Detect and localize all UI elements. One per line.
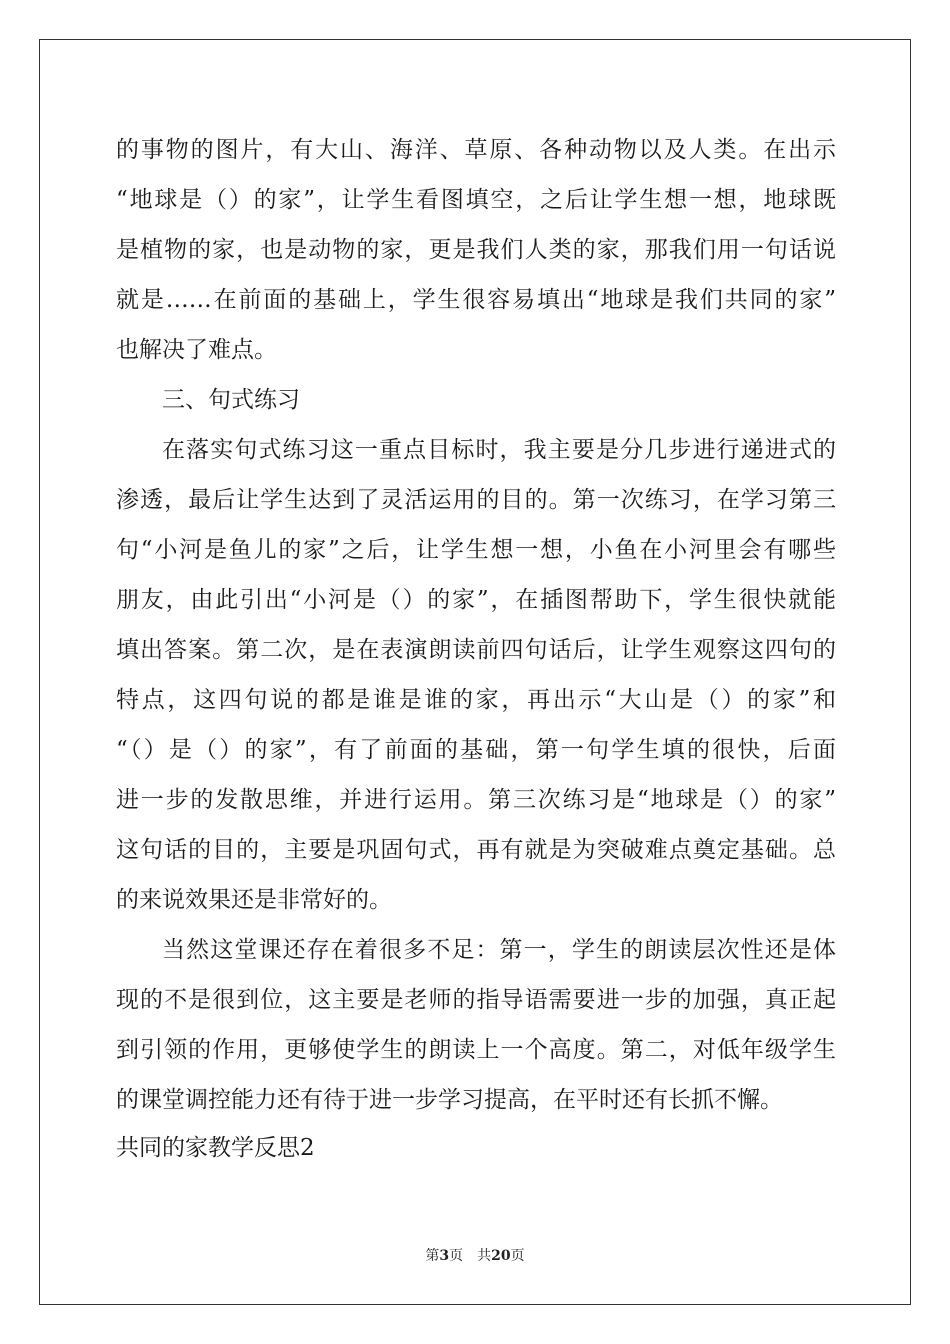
footer-page-number: 3 xyxy=(439,1248,450,1264)
next-section-title: 共同的家教学反思2 xyxy=(116,1135,315,1161)
body-line-17: 当然这堂课还存在着很多不足：第一，学生的朗读层次性还是体 xyxy=(162,937,836,963)
body-line-3: 是植物的家，也是动物的家，更是我们人类的家，那我们用一句话说 xyxy=(116,237,836,263)
body-line-8: 渗透，最后让学生达到了灵活运用的目的。第一次练习，在学习第三 xyxy=(116,487,836,513)
body-line-12: 特点，这四句说的都是谁是谁的家，再出示“大山是（）的家”和 xyxy=(116,687,836,713)
body-line-15: 这句话的目的，主要是巩固句式，再有就是为突破难点奠定基础。总 xyxy=(116,837,836,863)
body-line-20: 的课堂调控能力还有待于进一步学习提高，在平时还有长抓不懈。 xyxy=(116,1087,783,1113)
footer-page-suffix: 页 共 xyxy=(449,1248,492,1264)
body-line-19: 到引领的作用，更够使学生的朗读上一个高度。第二，对低年级学生 xyxy=(116,1037,836,1063)
body-line-5: 也解决了难点。 xyxy=(116,337,277,363)
footer-page-prefix: 第 xyxy=(425,1248,440,1264)
footer-total-suffix: 页 xyxy=(510,1248,525,1264)
body-line-9: 句“小河是鱼儿的家”之后，让学生想一想，小鱼在小河里会有哪些 xyxy=(116,537,836,563)
footer-total-pages: 20 xyxy=(491,1248,511,1264)
body-line-16: 的来说效果还是非常好的。 xyxy=(116,887,392,913)
body-line-1: 的事物的图片，有大山、海洋、草原、各种动物以及人类。在出示 xyxy=(116,137,836,163)
body-line-10: 朋友，由此引出“小河是（）的家”，在插图帮助下，学生很快就能 xyxy=(116,587,836,613)
body-line-4: 就是……在前面的基础上，学生很容易填出“地球是我们共同的家” xyxy=(116,287,836,313)
body-line-13: “（）是（）的家”，有了前面的基础，第一句学生填的很快，后面 xyxy=(116,737,836,763)
body-line-11: 填出答案。第二次，是在表演朗读前四句话后，让学生观察这四句的 xyxy=(116,637,836,663)
body-line-7: 在落实句式练习这一重点目标时，我主要是分几步进行递进式的 xyxy=(162,437,836,463)
body-line-18: 现的不是很到位，这主要是老师的指导语需要进一步的加强，真正起 xyxy=(116,987,836,1013)
page-footer xyxy=(0,1246,950,1266)
section-heading: 三、句式练习 xyxy=(162,387,300,413)
body-line-2: “地球是（）的家”，让学生看图填空，之后让学生想一想，地球既 xyxy=(116,187,836,213)
body-line-14: 进一步的发散思维，并进行运用。第三次练习是“地球是（）的家” xyxy=(116,787,836,813)
